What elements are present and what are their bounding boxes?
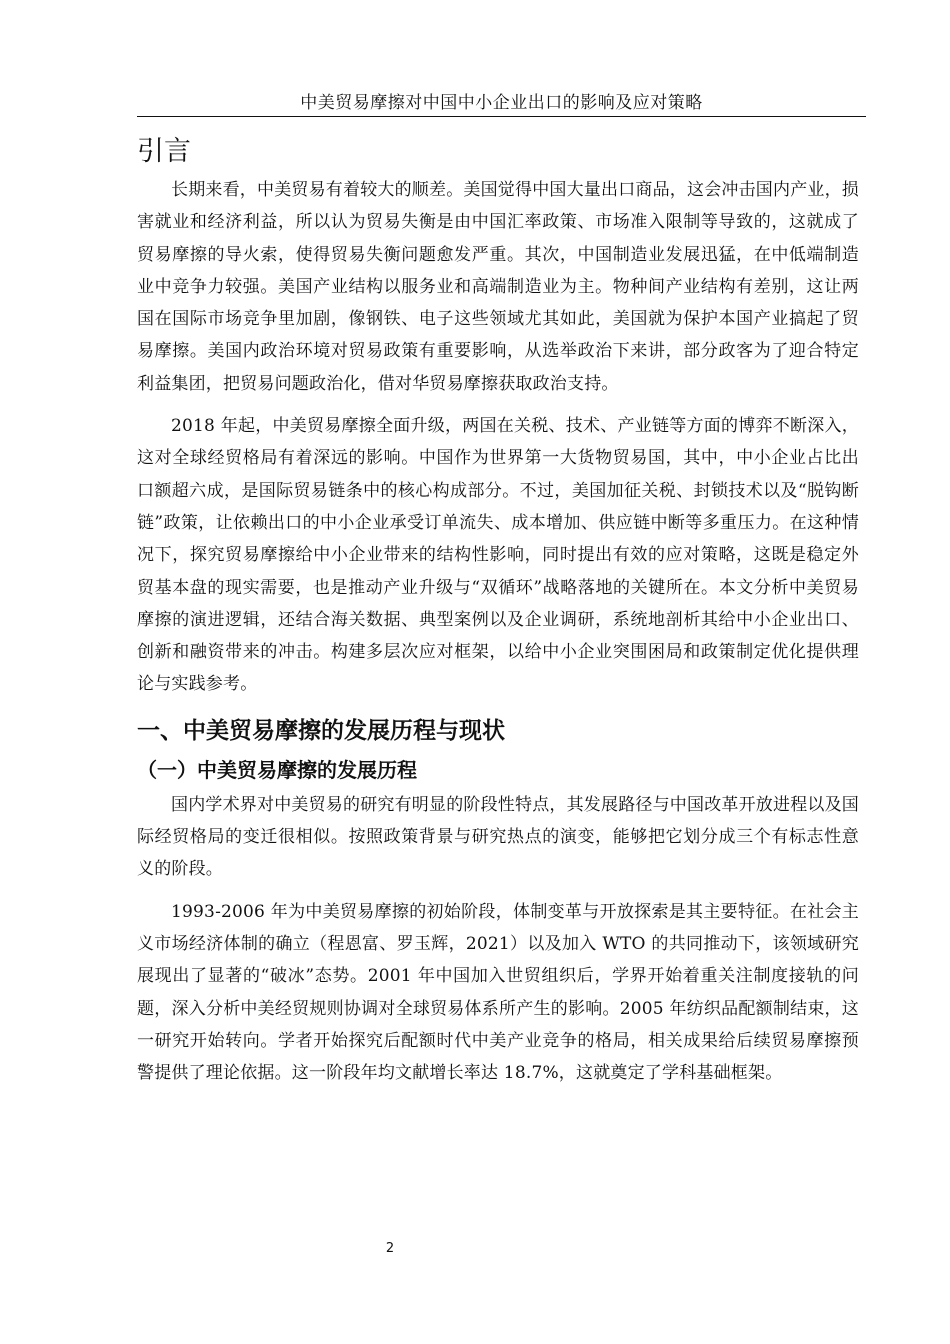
intro-paragraph-1: 长期来看，中美贸易有着较大的顺差。美国觉得中国大量出口商品，这会冲击国内产业，损害就业和经济利益，所以认为贸易失衡是由中国汇率政策、市场准入限制等导致的，这就成了贸易摩擦的导火索，使得贸易失衡问题愈发严重。其次，中国制造业发展迅猛，在中低端制造业中竞争力较强。美国产业结构以服务业和高端制造业为主。物种间产业结构有差别，这让两国在国际市场竞争里加剧，像钢铁、电子这些领域尤其如此，美国就为保护本国产业搞起了贸易摩擦。美国内政治环境对贸易政策有重要影响，从选举政治下来讲，部分政客为了迎合特定利益集团，把贸易问题政治化，借对华贸易摩擦获取政治支持。	[137, 180, 859, 394]
page-number: 2	[385, 1241, 395, 1256]
section-1-1-paragraph-2: 1993-2006 年为中美贸易摩擦的初始阶段，体制变革与开放探索是其主要特征。在社会主义市场经济体制的确立（程恩富、罗玉辉，2021）以及加入 WTO 的共同推动下，该领域研究展现出了显著的“破冰”态势。2001 年中国加入世贸组织后，学界开始着重关注制度接轨的问题，深入分析中美经贸规则协调对全球贸易体系所产生的影响。2005 年纺织品配额制结束，这一研究开始转向。学者开始探究后配额时代中美产业竞争的格局，相关成果给后续贸易摩擦预警提供了理论依据。这一阶段年均文献增长率达 18.7%，这就奠定了学科基础框架。	[137, 901, 859, 1084]
section-1-1-paragraph-1: 国内学术界对中美贸易的研究有明显的阶段性特点，其发展路径与中国改革开放进程以及国际经贸格局的变迁很相似。按照政策背景与研究热点的演变，能够把它划分成三个有标志性意义的阶段。	[137, 794, 859, 880]
intro-heading: 引言	[137, 136, 191, 167]
section-1-1-heading: （一）中美贸易摩擦的发展历程	[137, 757, 417, 782]
header-rule	[137, 116, 866, 117]
intro-paragraph-2: 2018 年起，中美贸易摩擦全面升级，两国在关税、技术、产业链等方面的博弈不断深入，这对全球经贸格局有着深远的影响。中国作为世界第一大货物贸易国，其中，中小企业占比出口额超六成，是国际贸易链条中的核心构成部分。不过，美国加征关税、封锁技术以及“脱钩断链”政策，让依赖出口的中小企业承受订单流失、成本增加、供应链中断等多重压力。在这种情况下，探究贸易摩擦给中小企业带来的结构性影响，同时提出有效的应对策略，这既是稳定外贸基本盘的现实需要，也是推动产业升级与“双循环”战略落地的关键所在。本文分析中美贸易摩擦的演进逻辑，还结合海关数据、典型案例以及企业调研，系统地剖析其给中小企业出口、创新和融资带来的冲击。构建多层次应对框架，以给中小企业突围困局和政策制定优化提供理论与实践参考。	[137, 416, 859, 695]
chapter-1-heading: 一、中美贸易摩擦的发展历程与现状	[137, 717, 505, 744]
page-body	[137, 130, 859, 1099]
running-header: 中美贸易摩擦对中国中小企业出口的影响及应对策略	[300, 93, 703, 113]
